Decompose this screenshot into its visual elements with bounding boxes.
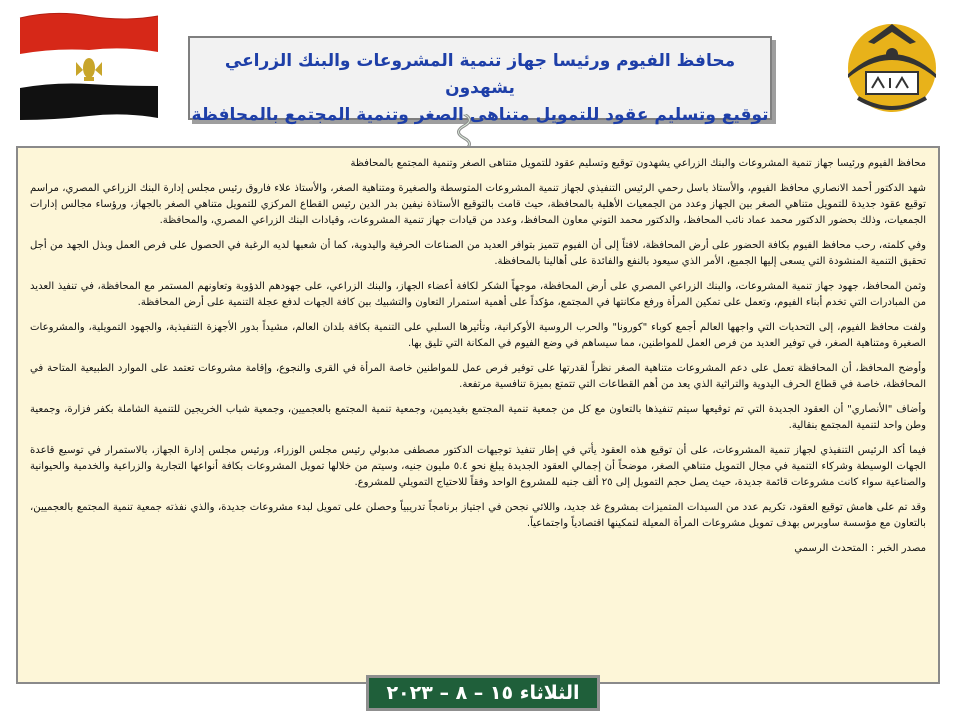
article-paragraph: ولفت محافظ الفيوم، إلى التحديات التي واجهها العالم أجمع كوباء "كورونا" والحرب الروسية الأوكرانية، وتأثيرها السلبي على التنمية بكافة بلدان العالم، مشيداً بدور الأجهزة التنفيذية، والجهود التمويلية، والمشروعات الصغيرة ومتناهية الصغر، في توفير العديد من فرص العمل للمواطنين، مما سيساهم في وضع الفيوم في المكانة التي تليق بها. — [30, 322, 926, 349]
article-paragraph: وقد تم على هامش توقيع العقود، تكريم عدد من السيدات المتميزات بمشروع غد جديد، واللائي نجحن في اجتياز برنامجاً تدريبياً وحصلن على تمويل لبدء مشروعات جديدة، والذي نفذته جمعية تنمية المجتمع بالعجميين، بالتعاون مع مؤسسة ساويرس بهدف تمويل مشروعات المرأة المعيلة لتمكينها اقتصادياً واجتماعياً. — [30, 502, 926, 529]
article-paragraph: وفي كلمته، رحب محافظ الفيوم بكافة الحضور على أرض المحافظة، لافتاً إلى أن الفيوم تتميز بتوافر العديد من الصناعات الحرفية واليدوية، كما أن شعبها لديه الرغبة في الحصول على فرص العمل وبذل الجهد من أجل تحقيق التنمية المنشودة التي يسعى إليها الجميع، الأمر الذي سيعود بالنفع والفائدة على أهالينا بالمحافظة. — [30, 240, 926, 267]
governorate-logo-icon — [838, 14, 946, 122]
article-paragraph: وأضاف "الأنصاري" أن العقود الجديدة التي تم توقيعها سيتم تنفيذها بالتعاون مع كل من جمعية تنمية المجتمع بغيديمين، وجمعية تنمية المجتمع بالعجميين، وجمعية شباب الخريجين للتنمية الشاملة بكفر فزارة، وجمعية وطن واحد لتنمية المجتمع بنقالية. — [30, 404, 926, 431]
title-line-1: محافظ الفيوم ورئيسا جهاز تنمية المشروعات والبنك الزراعي يشهدون — [224, 51, 736, 98]
article-paragraph: وثمن المحافظ، جهود جهاز تنمية المشروعات، والبنك الزراعي المصري على أرض المحافظة، موجهاً الشكر لكافة أعضاء الجهاز، والبنك الزراعي، على جهودهم الدؤوبة وتعاونهم المستمر مع المحافظة، في تنفيذ العديد من المبادرات التي تخدم أبناء الفيوم، وتعمل على تمكين المرأة ورفع مكانتها في المجتمع، مؤكداً على أهمية استمرار التعاون والتشبيك بين كافة الجهات لدفع عجلة التنمية على أرض المحافظة. — [30, 281, 926, 308]
date-badge: الثلاثاء ١٥ – ٨ – ٢٠٢٣ — [366, 675, 600, 711]
article-paragraph: وأوضح المحافظ، أن المحافظة تعمل على دعم المشروعات متناهية الصغر نظراً لقدرتها على توفير فرص عمل للمواطنين خاصة المرأة في القرى والنجوع، وإقامة مشروعات تعتمد على الموارد الطبيعية المتاحة في المحافظة، خاصة في قطاع الحرف اليدوية والتراثية الذي يعد من أهم القطاعات التي تتمتع بميزة تنافسية مرتفعة. — [30, 363, 926, 390]
header-title-box — [188, 36, 772, 125]
article-paragraph: محافظ الفيوم ورئيسا جهاز تنمية المشروعات والبنك الزراعي يشهدون توقيع وتسليم عقود للتمويل متناهى الصغر وتنمية المجتمع بالمحافظة — [350, 158, 926, 169]
article-body — [30, 156, 926, 566]
article-panel — [16, 146, 940, 684]
article-paragraph: فيما أكد الرئيس التنفيذي لجهاز تنمية المشروعات، على أن توقيع هذه العقود يأتي في إطار تنفيذ توجيهات الدكتور مصطفى مدبولي رئيس مجلس الوزراء، ورئيس مجلس إدارة الجهاز، بالاستمرار في توسيع قاعدة الجهات الوسيطة وشركاء التنمية في مجال التمويل متناهي الصغر، موضحاً أن إجمالي العقود الجديدة يبلغ نحو ٥.٤ مليون جنيه، وسيتم من خلالها تمويل المشروعات بكافة أنواعها التجارية والزراعية والخدمية والحيوانية والصناعية سواء كانت مشروعات قائمة جديدة، حيث يصل حجم التمويل إلى ٢٥ ألف جنيه للمشروع الواحد وفقاً للاحتياج التمويلي للمشروع. — [30, 445, 926, 488]
title-line-2: توقيع وتسليم عقود للتمويل متناهى الصغر وتنمية المجتمع بالمحافظة — [191, 105, 769, 125]
egypt-flag-icon — [14, 10, 164, 122]
article-source: مصدر الخبر : المتحدث الرسمي — [794, 543, 926, 554]
article-paragraph: شهد الدكتور أحمد الانصاري محافظ الفيوم، والأستاذ باسل رحمي الرئيس التنفيذي لجهاز تنمية المشروعات المتوسطة والصغيرة ومتناهية الصغر، والأستاذ علاء فاروق رئيس مجلس إدارة البنك الزراعي المصري، مراسم توقيع عقود جديدة للتمويل متناهي الصغر بين الجهاز وعدد من الجمعيات الأهلية بالمحافظة، حيث قامت بالتوقيع الأستاذة نيفين بدر الدين رئيس القطاع المركزي للتمويل متناهي الصغر بالجهاز، ورؤساء مجالس إدارات الجمعيات، وذلك بحضور الدكتور محمد عماد نائب المحافظ، والدكتور محمد التوني معاون المحافظ، وعدد من قيادات جهاز تنمية المشروعات، وقيادات البنك الزراعي المصري، والمحافظة. — [30, 183, 926, 226]
